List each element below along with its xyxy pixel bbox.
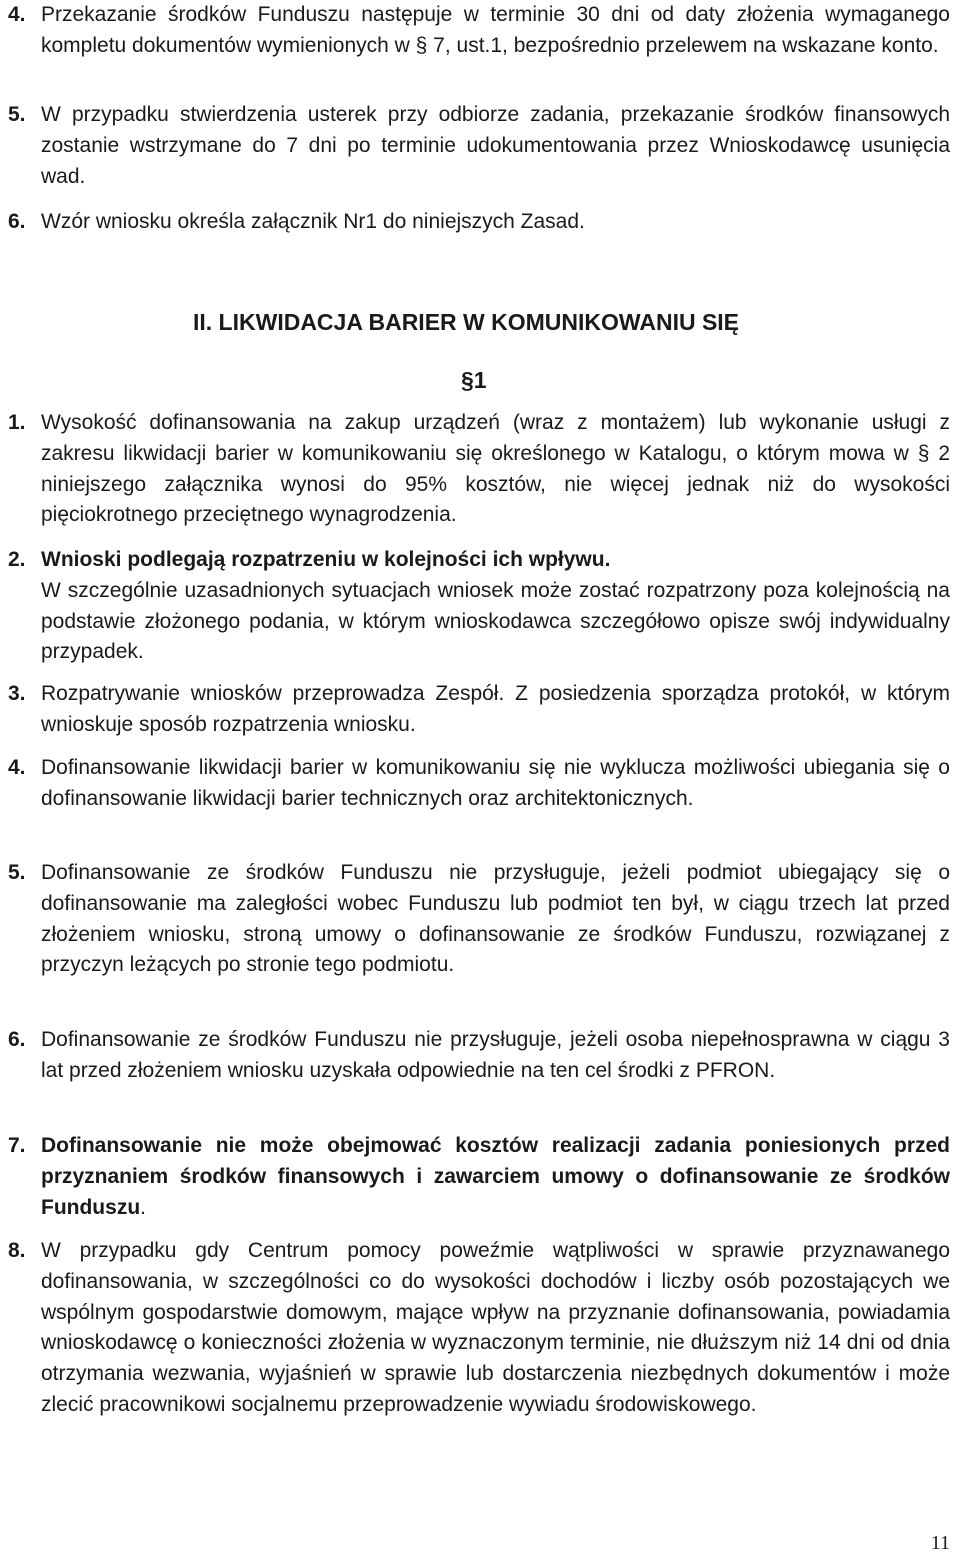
item-bold-text: Wnioski podlegają rozpatrzeniu w kolejności ich wpływu. (41, 548, 611, 571)
item-bold-text: Dofinansowanie nie może obejmować kosztów realizacji zadania poniesionych przed przyznaniem środków finansowych i zawarciem umowy o dofinansowanie ze środków Funduszu (41, 1134, 950, 1219)
list-item-5-top (8, 100, 950, 192)
item-text: Rozpatrywanie wniosków przeprowadza Zespół. Z posiedzenia sporządza protokół, w którym wnioskuje sposób rozpatrzenia wniosku. (41, 682, 950, 736)
item-number: 5. (8, 103, 26, 126)
item-text: W przypadku stwierdzenia usterek przy odbiorze zadania, przekazanie środków finansowych zostanie wstrzymane do 7 dni po terminie udokumentowania przez Wnioskodawcę usunięcia wad. (41, 103, 950, 188)
list-item-7 (8, 1131, 950, 1223)
list-item-6 (8, 1025, 950, 1087)
item-number: 1. (8, 411, 26, 434)
list-item-4 (8, 753, 950, 815)
list-item-4-top (8, 0, 950, 62)
item-text-block (41, 545, 950, 668)
item-number: 4. (8, 756, 26, 779)
item-number: 3. (8, 682, 26, 705)
item-number: 6. (8, 1028, 26, 1051)
list-item-6-top (8, 207, 950, 238)
list-item-1 (8, 408, 950, 531)
item-number: 8. (8, 1239, 26, 1262)
item-text: Dofinansowanie likwidacji barier w komunikowaniu się nie wyklucza możliwości ubiegania się o dofinansowanie likwidacji barier technicznych oraz architektonicznych. (41, 756, 950, 810)
section-heading: II. LIKWIDACJA BARIER W KOMUNIKOWANIU SIĘ (193, 309, 740, 335)
item-number: 7. (8, 1134, 26, 1157)
item-text-block (41, 1131, 950, 1223)
item-number: 5. (8, 861, 26, 884)
item-text: Dofinansowanie ze środków Funduszu nie przysługuje, jeżeli osoba niepełnosprawna w ciągu 3 lat przed złożeniem wniosku uzyskała odpowiednie na ten cel środki z PFRON. (41, 1028, 950, 1082)
list-item-3 (8, 679, 950, 741)
item-number: 4. (8, 3, 26, 26)
item-text: Wzór wniosku określa załącznik Nr1 do niniejszych Zasad. (41, 210, 585, 233)
item-number: 6. (8, 210, 26, 233)
item-text: Wysokość dofinansowania na zakup urządzeń (wraz z montażem) lub wykonanie usługi z zakresu likwidacji barier w komunikowaniu się określonego w Katalogu, o którym mowa w § 2 niniejszego załącznika wynosi do 95% kosztów, nie więcej jednak niż do wysokości pięciokrotnego przeciętnego wynagrodzenia. (41, 411, 950, 527)
item-number: 2. (8, 548, 26, 571)
list-item-5 (8, 858, 950, 981)
item-text: Dofinansowanie ze środków Funduszu nie przysługuje, jeżeli podmiot ubiegający się o dofinansowanie ma zaległości wobec Funduszu lub podmiot ten był, w ciągu trzech lat przed złożeniem wniosku, stroną umowy o dofinansowanie ze środków Funduszu, rozwiązanej z przyczyn leżących po stronie tego podmiotu. (41, 861, 950, 977)
item-text: W szczególnie uzasadnionych sytuacjach wniosek może zostać rozpatrzony poza kolejnością na podstawie złożonego podania, w którym wnioskodawca szczegółowo opisze swój indywidualny przypadek. (41, 578, 950, 664)
item-text: Przekazanie środków Funduszu następuje w terminie 30 dni od daty złożenia wymaganego kompletu dokumentów wymienionych w § 7, ust.1, bezpośrednio przelewem na wskazane konto. (41, 3, 950, 57)
list-item-8 (8, 1236, 950, 1421)
item-text: . (140, 1195, 146, 1219)
list-item-2 (8, 545, 950, 668)
item-text: W przypadku gdy Centrum pomocy poweźmie wątpliwości w sprawie przyznawanego dofinansowania, w szczególności co do wysokości dochodów i liczby osób pozostających we wspólnym gospodarstwie domowym, mające wpływ na przyznanie dofinansowania, powiadamia wnioskodawcę o konieczności złożenia w wyznaczonym terminie, nie dłuższym niż 14 dni od dnia otrzymania wezwania, wyjaśnień w sprawie lub dostarczenia niezbędnych dokumentów i może zlecić pracownikowi socjalnemu przeprowadzenie wywiadu środowiskowego. (41, 1239, 950, 1416)
page-number: 11 (930, 1532, 950, 1554)
paragraph-mark: §1 (461, 367, 487, 393)
